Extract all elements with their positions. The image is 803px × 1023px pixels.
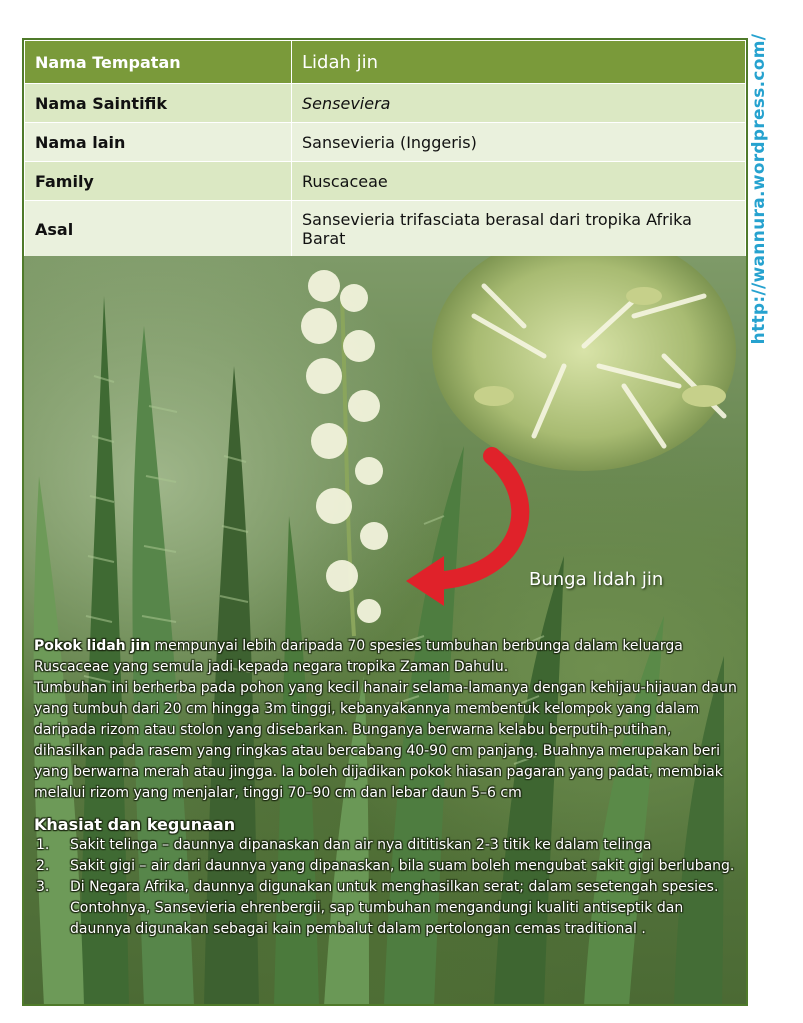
table-value-cell: Sansevieria (Inggeris) [292,123,746,162]
table-row [25,123,746,162]
pointer-arrow [406,456,520,606]
intro-text: mempunyai lebih daripada 70 spesies tumbuhan berbunga dalam keluarga Ruscaceae yang semula jadi kepada negara tropika Zaman Dahulu. [34,638,683,675]
list-number: 3. [36,879,50,895]
list-text: Sakit telinga – daunnya dipanaskan dan air nya dititiskan 2-3 titik ke dalam telinga [70,837,652,853]
list-number: 2. [36,858,50,874]
list-item [34,835,740,856]
details-paragraph: Tumbuhan ini berherba pada pohon yang kecil hanair selama-lamanya dengan kehijau-hijauan daun yang tumbuh dari 20 cm hingga 3m tinggi, kebanyakannya membentuk kelompok yang dalam daripada rizom atau stolon yang disebarkan. Bunganya berwarna kelabu berputih-putihan, dihasilkan pada rasem yang ringkas atau bercabang 40-90 cm panjang. Buahnya merupakan beri yang berwarna merah atau jingga. Ia boleh dijadikan pokok hiasan pagaran yang padat, membiak melalui rizom yang menjalar, tinggi 70–90 cm dan lebar daun 5–6 cm [34,680,737,801]
flower-zoom-circle [432,256,736,471]
table-row [25,201,746,258]
table-key-cell: Nama lain [25,123,292,162]
flower-stalk [301,270,388,636]
table-value-cell: Ruscaceae [292,162,746,201]
plant-name-lead: Pokok lidah jin [34,638,151,654]
list-text: Di Negara Afrika, daunnya digunakan untuk menghasilkan serat; dalam sesetengah spesies. Contohnya, Sansevieria ehrenbergii, sap tumbuhan mengandungi kualiti antiseptik dan daunnya digunakan sebagai kain pembalut dalam pertolongan cemas traditional . [70,879,719,937]
plant-info-table [24,40,746,258]
watermark [744,33,774,345]
table-key-cell: Family [25,162,292,201]
intro-paragraph [34,636,740,678]
photo-caption: Bunga lidah jin [529,569,664,590]
list-number: 1. [36,837,50,853]
table-key-cell: Nama Tempatan [25,41,292,84]
table-key-cell: Asal [25,201,292,258]
table-key-cell: Nama Saintifik [25,84,292,123]
table-value-cell: Senseviera [292,84,746,123]
table-value-cell: Lidah jin [292,41,746,84]
list-text: Sakit gigi – air dari daunnya yang dipanaskan, bila suam boleh mengubat sakit gigi berlubang. [70,858,735,874]
watermark-url: http://wannura.wordpress.com/ [749,33,769,345]
table-row [25,162,746,201]
description-text [34,636,740,940]
benefits-list [34,835,740,940]
table-row [25,41,746,84]
table-value-cell: Sansevieria trifasciata berasal dari tropika Afrika Barat [292,201,746,258]
list-item [34,856,740,877]
info-page [22,38,748,1006]
plant-photo [24,256,746,1006]
list-item [34,877,740,940]
table-row [25,84,746,123]
benefits-heading: Khasiat dan kegunaan [34,815,236,834]
